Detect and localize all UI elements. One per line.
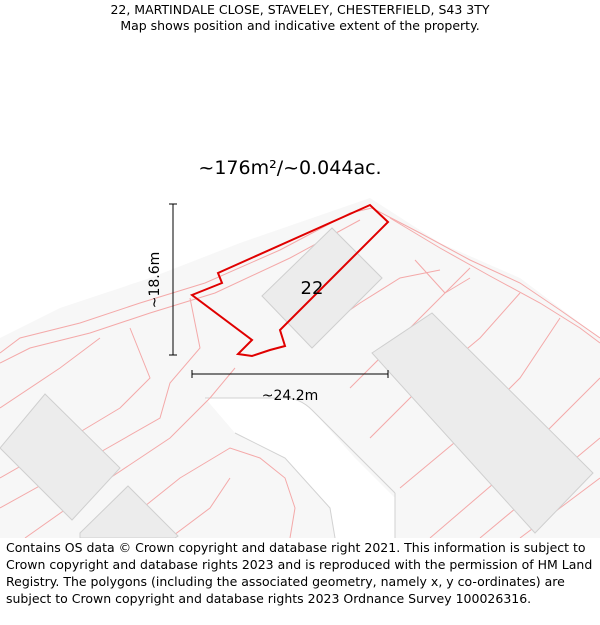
map-canvas — [0, 38, 600, 538]
width-label: ~24.2m — [261, 388, 319, 404]
area-label: ~176m²/~0.044ac. — [198, 157, 382, 179]
house-number-label: 22 — [300, 278, 324, 299]
property-address: 22, MARTINDALE CLOSE, STAVELEY, CHESTERFIELD, S43 3TY — [110, 2, 490, 17]
map-subtitle: Map shows position and indicative extent of the property. — [120, 18, 480, 33]
property-map[interactable] — [0, 38, 600, 538]
building-west — [0, 394, 120, 520]
height-label: ~18.6m — [147, 251, 163, 309]
copyright-notice: Contains OS data © Crown copyright and database right 2021. This information is subject to Crown copyright and database rights 2023 and is reproduced with the permission of HM Land Registry. The polygons (including the associated geometry, namely x, y co-ordinates) are subject to Crown copyright and database rights 2023 Ordnance Survey 100026316. — [6, 540, 593, 606]
map-header — [0, 0, 600, 38]
building-terrace-east — [372, 313, 593, 533]
width-dimension — [192, 370, 388, 378]
